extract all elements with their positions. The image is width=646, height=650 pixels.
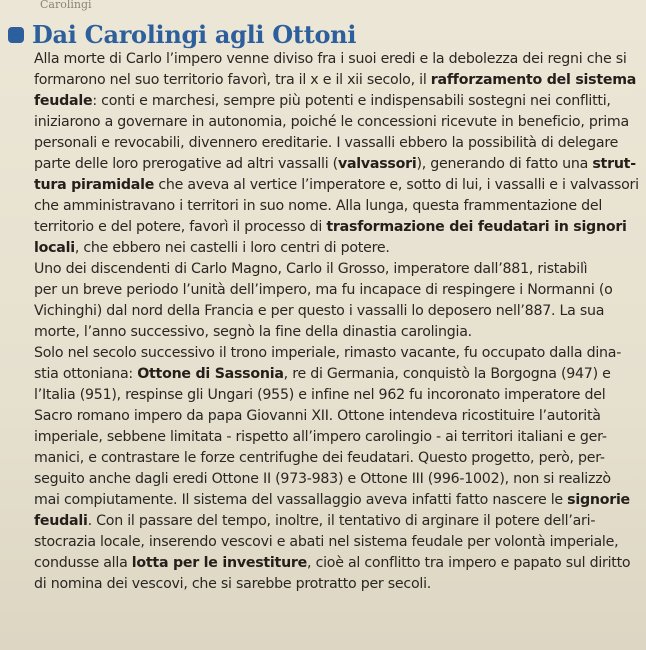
- text-segment: Alla morte di Carlo l’impero venne diviso fra i suoi eredi e la debolezza dei regni che si: [34, 51, 627, 67]
- text-segment: personali e revocabili, divennero ereditarie. I vassalli ebbero la possibilità di delegare: [34, 135, 619, 151]
- text-line: [34, 574, 642, 595]
- text-line: [34, 154, 642, 175]
- text-segment: l’Italia (951), respinse gli Ungari (955) e infine nel 962 fu incoronato imperatore del: [34, 387, 606, 403]
- text-segment: , che ebbero nei castelli i loro centri di potere.: [74, 240, 390, 256]
- bold-term: rafforzamento del sistema: [430, 72, 637, 88]
- paragraph: [34, 343, 642, 595]
- text-line: [34, 532, 642, 553]
- text-segment: iniziarono a governare in autonomia, poiché le concessioni ricevute in beneficio, prima: [34, 114, 629, 130]
- text-segment: seguito anche dagli eredi Ottone II (973-983) e Ottone III (996-1002), non si realizzò: [34, 471, 611, 487]
- text-line: [34, 70, 642, 91]
- text-line: [34, 91, 642, 112]
- text-segment: imperiale, sebbene limitata - rispetto all’impero carolingio - ai territori italiani e ger-: [34, 429, 607, 445]
- text-line: [34, 427, 642, 448]
- text-segment: stocrazia locale, inserendo vescovi e abati nel sistema feudale per volontà imperiale,: [34, 534, 619, 550]
- text-segment: morte, l’anno successivo, segnò la fine della dinastia carolingia.: [34, 324, 472, 340]
- section-heading-row: [8, 20, 356, 49]
- text-line: [34, 217, 642, 238]
- bold-term: feudale: [34, 93, 93, 109]
- paragraph: [34, 49, 642, 259]
- text-line: [34, 469, 642, 490]
- bold-term: signorie: [567, 492, 630, 508]
- bold-term: locali: [34, 240, 75, 256]
- section-title: Dai Carolingi agli Ottoni: [32, 20, 357, 49]
- text-segment: mai compiutamente. Il sistema del vassallaggio aveva infatti fatto nascere le: [34, 492, 568, 508]
- text-segment: ), generando di fatto una: [416, 156, 593, 172]
- text-line: [34, 238, 642, 259]
- text-segment: parte delle loro prerogative ad altri vassalli (: [34, 156, 338, 172]
- bold-term: valvassori: [337, 156, 417, 172]
- text-line: [34, 385, 642, 406]
- text-segment: che aveva al vertice l’imperatore e, sotto di lui, i vassalli e i valvassori: [154, 177, 639, 193]
- text-segment: , cioè al conflitto tra impero e papato sul diritto: [307, 555, 631, 571]
- text-line: [34, 280, 642, 301]
- section-bullet-icon: [8, 27, 24, 43]
- text-line: [34, 511, 642, 532]
- text-line: [34, 406, 642, 427]
- text-segment: per un breve periodo l’unità dell’impero, ma fu incapace di respingere i Normanni (o: [34, 282, 613, 298]
- bold-term: trasformazione dei feudatari in signori: [326, 219, 627, 235]
- text-segment: : conti e marchesi, sempre più potenti e indispensabili sostegni nei conflitti,: [92, 93, 611, 109]
- text-line: [34, 112, 642, 133]
- text-line: [34, 553, 642, 574]
- text-segment: Sacro romano impero da papa Giovanni XII. Ottone intendeva ricostituire l’autorità: [34, 408, 601, 424]
- text-line: [34, 49, 642, 70]
- bold-term: strut-: [592, 156, 636, 172]
- text-line: [34, 322, 642, 343]
- text-segment: Solo nel secolo successivo il trono imperiale, rimasto vacante, fu occupato dalla dina-: [34, 345, 622, 361]
- text-segment: territorio e del potere, favorì il processo di: [34, 219, 327, 235]
- text-line: [34, 196, 642, 217]
- text-line: [34, 175, 642, 196]
- text-segment: condusse alla: [34, 555, 132, 571]
- text-line: [34, 301, 642, 322]
- text-segment: Uno dei discendenti di Carlo Magno, Carlo il Grosso, imperatore dall’881, ristabilì: [34, 261, 588, 277]
- text-line: [34, 133, 642, 154]
- text-segment: . Con il passare del tempo, inoltre, il tentativo di arginare il potere dell’ari-: [87, 513, 596, 529]
- text-segment: che amministravano i territori in suo nome. Alla lunga, questa frammentazione del: [34, 198, 603, 214]
- cut-off-header-text: Carolingi: [40, 0, 92, 11]
- text-line: [34, 448, 642, 469]
- text-line: [34, 364, 642, 385]
- text-segment: , re di Germania, conquistò la Borgogna (947) e: [283, 366, 611, 382]
- bold-term: feudali: [34, 513, 88, 529]
- paragraph: [34, 259, 642, 343]
- text-segment: stia ottoniana:: [34, 366, 138, 382]
- text-line: [34, 490, 642, 511]
- bold-term: tura piramidale: [34, 177, 155, 193]
- text-line: [34, 259, 642, 280]
- text-segment: di nomina dei vescovi, che si sarebbe protratto per secoli.: [34, 576, 432, 592]
- bold-term: lotta per le investiture: [131, 555, 308, 571]
- text-line: [34, 343, 642, 364]
- text-segment: manici, e contrastare le forze centrifughe dei feudatari. Questo progetto, però, per-: [34, 450, 605, 466]
- text-segment: formarono nel suo territorio favorì, tra il x e il xii secolo, il: [34, 72, 431, 88]
- text-segment: Vichinghi) dal nord della Francia e per questo i vassalli lo deposero nell’887. La sua: [34, 303, 605, 319]
- body-text: [34, 49, 642, 595]
- bold-term: Ottone di Sassonia: [137, 366, 284, 382]
